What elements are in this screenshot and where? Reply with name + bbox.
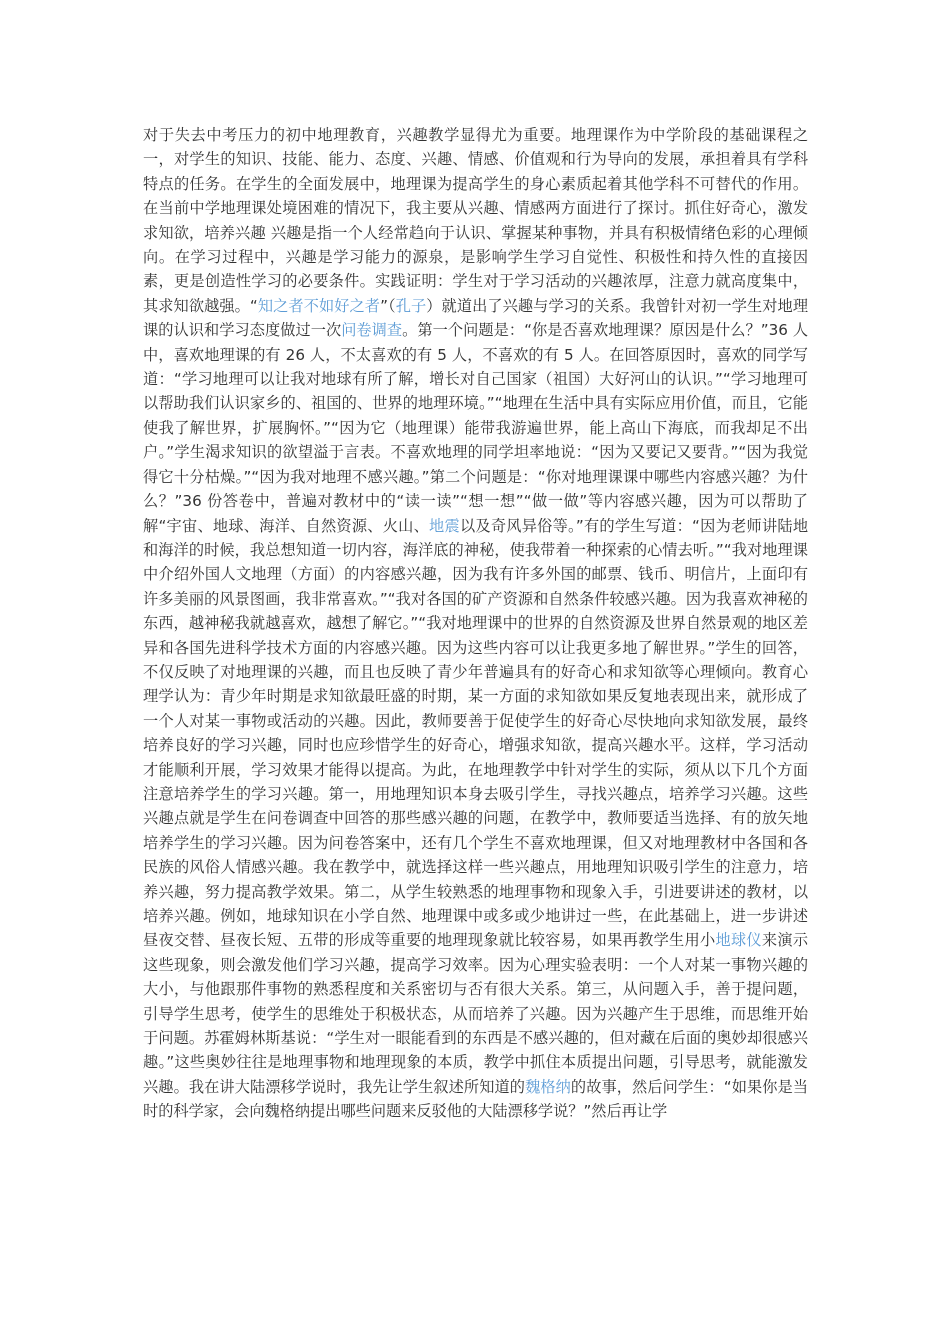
link-kongzi[interactable]: 孔子 [395, 296, 427, 315]
link-dizhen[interactable]: 地震 [429, 516, 460, 535]
paragraph-text: 来演示这些现象，则会激发他们学习兴趣，提高学习效率。因为心理实验表明：一个人对某一事物兴趣的大小，与他跟那件事物的熟悉程度和关系密切与否有很大关系。第三，从问题入手，善于提问题，引导学生思考，使学生的思维处于积极状态，从而培养了兴趣。因为兴趣产生于思维，而思维开始于问题。苏霍姆林斯基说：“学生对一眼能看到的东西是不感兴趣的，但对藏在后面的奥妙却很感兴趣。”这些奥妙往往是地理事物和地理现象的本质，教学中抓住本质提出问题，引导思考，就能激发兴趣。我在讲大陆漂移学说时，我先让学生叙述所知道的 [143, 931, 809, 1096]
link-diqiuyi[interactable]: 地球仪 [715, 931, 762, 950]
document-body [143, 123, 808, 1124]
paragraph-text: 以及奇风异俗等。”有的学生写道：“因为老师讲陆地和海洋的时候，我总想知道一切内容，海洋底的神秘，使我带着一种探索的心情去听。”“我对地理课中介绍外国人文地理（方面）的内容感兴趣，因为我有许多外国的邮票、钱币、明信片，上面印有许多美丽的风景图画，我非常喜欢。”“我对各国的矿产资源和自然条件较感兴趣。因为我喜欢神秘的东西，越神秘我就越喜欢，越想了解它。”“我对地理课中的世界的自然资源及世界自然景观的地区差异和各国先进科学技术方面的内容感兴趣。因为这些内容可以让我更多地了解世界。”学生的回答，不仅反映了对地理课的兴趣，而且也反映了青少年普遍具有的好奇心和求知欲等心理倾向。教育心理学认为：青少年时期是求知欲最旺盛的时期，某一方面的求知欲如果反复地表现出来，就形成了一个人对某一事物或活动的兴趣。因此，教师要善于促使学生的好奇心尽快地向求知欲发展，最终培养良好的学习兴趣，同时也应珍惜学生的好奇心，增强求知欲，提高兴趣水平。这样，学习活动才能顺利开展，学习效果才能得以提高。为此，在地理教学中针对学生的实际，须从以下几个方面注意培养学生的学习兴趣。第一，用地理知识本身去吸引学生，寻找兴趣点，培养学习兴趣。这些兴趣点就是学生在问卷调查中回答的那些感兴趣的问题，在教学中，教师要适当选择、有的放矢地培养学生的学习兴趣。因为问卷答案中，还有几个学生不喜欢地理课，但又对地理教材中各国和各民族的风俗人情感兴趣。我在教学中，就选择这样一些兴趣点，用地理知识吸引学生的注意力，培养兴趣，努力提高教学效果。第二，从学生较熟悉的地理事物和现象入手，引进要讲述的教材，以培养兴趣。例如，地球知识在小学自然、地理课中或多或少地讲过一些，在此基础上，进一步讲述昼夜交替、昼夜长短、五带的形成等重要的地理现象就比较容易，如果再教学生用小 [143, 516, 809, 950]
link-weigena[interactable]: 魏格纳 [525, 1077, 571, 1096]
paragraph-text: ”（ [380, 296, 396, 315]
link-zhizhizhe[interactable]: 知之者不如好之者 [257, 296, 381, 315]
link-wenjuan-diaocha[interactable]: 问卷调查 [341, 321, 403, 340]
paragraph-text: 的故事，然后问学生：“如果你是当时的科学家，会向魏格纳提出哪些问题来反驳他的大陆漂移学说？”然后再让学 [143, 1077, 809, 1121]
paragraph-text: ）就道出了兴趣与学习的关系。我曾针对初一学生对地理课的认识和学习态度做过一次 [143, 296, 809, 340]
paragraph-text: 。第一个问题是：“你是否喜欢地理课？原因是什么？”36 人中，喜欢地理课的有 26 人，不太喜欢的有 5 人，不喜欢的有 5 人。在回答原因时，喜欢的同学写道：“学习地理可以让我对地球有所了解，增长对自己国家（祖国）大好河山的认识。”“学习地理可以帮助我们认识家乡的、祖国的、世界的地理环境。”“地理在生活中具有实际应用价值，而且，它能使我了解世界，扩展胸怀。”“因为它（地理课）能带我游遍世界，能上高山下海底，而我却足不出户。”学生渴求知识的欲望溢于言表。不喜欢地理的同学坦率地说：“因为又要记又要背。”“因为我觉得它十分枯燥。”“因为我对地理不感兴趣。”第二个问题是：“你对地理课课中哪些内容感兴趣？为什么？”36 份答卷中，普遍对教材中的“读一读”“想一想”“做一做”等内容感兴趣，因为可以帮助了解“宇宙、地球、海洋、自然资源、火山、 [143, 321, 809, 535]
paragraph-text: 对于失去中考压力的初中地理教育，兴趣教学显得尤为重要。地理课作为中学阶段的基础课程之一，对学生的知识、技能、能力、态度、兴趣、情感、价值观和行为导向的发展，承担着具有学科特点的任务。在学生的全面发展中，地理课为提高学生的身心素质起着其他学科不可替代的作用。在当前中学地理课处境困难的情况下，我主要从兴趣、情感两方面进行了探讨。抓住好奇心，激发求知欲，培养兴趣 兴趣是指一个人经常趋向于认识、掌握某种事物，并具有积极情绪色彩的心理倾向。在学习过程中，兴趣是学习能力的源泉，是影响学生学习自觉性、积极性和持久性的直接因素，更是创造性学习的必要条件。实践证明：学生对于学习活动的兴趣浓厚，注意力就高度集中，其求知欲越强。“ [143, 126, 808, 315]
